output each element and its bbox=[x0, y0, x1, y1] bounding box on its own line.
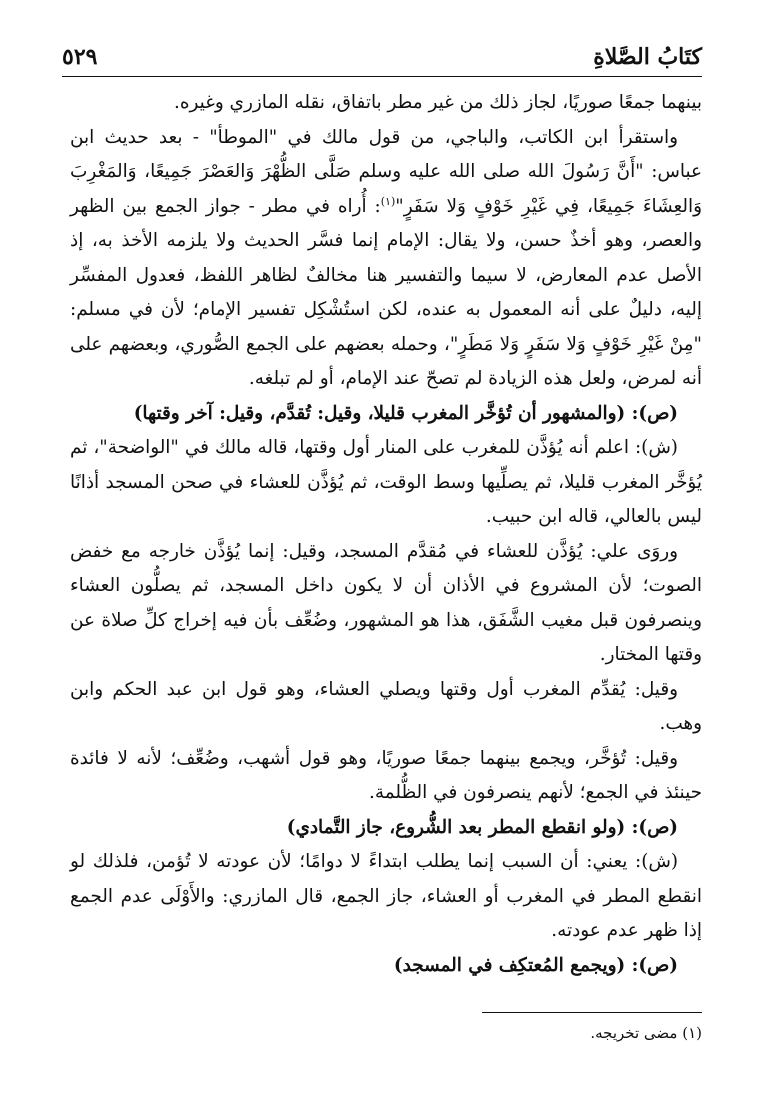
matn-quote: (ص): (والمشهور أن تُؤخَّر المغرب قليلا، وقيل: تُقدَّم، وقيل: آخر وقتها) bbox=[133, 402, 678, 424]
paragraph: (ش): يعني: أن السبب إنما يطلب ابتداءً لا دوامًا؛ لأن عودته لا تُؤمن، فلذلك لو انقطع المطر في المغرب أو العشاء، جاز الجمع، قال المازري: والأَوْلَى عدم الجمع إذا ظهر عدم عودته. bbox=[70, 851, 702, 941]
footnote-marker: (١) bbox=[380, 194, 396, 208]
paragraph: بينهما جمعًا صوريًا، لجاز ذلك من غير مطر باتفاق، نقله المازري وغيره. bbox=[174, 92, 702, 113]
paragraph: وروَى علي: يُؤذَّن للعشاء في مُقدَّم المسجد، وقيل: إنما يُؤذَّن خارجه مع خفض الصوت؛ لأن المشروع في الأذان أن لا يكون داخل المسجد، ثم يصلُّون العشاء وينصرفون قبل مغيب الشَّفَق، هذا هو المشهور، وضُعِّف بأن فيه إخراج كلِّ صلاة عن وقتها المختار. bbox=[70, 540, 702, 665]
running-title: كتَابُ الصَّلاةِ bbox=[593, 44, 702, 70]
matn-quote: (ص): (ويجمع المُعتكِف في المسجد) bbox=[393, 954, 678, 976]
matn-quote: (ص): (ولو انقطع المطر بعد الشُّروع، جاز التَّمادي) bbox=[286, 816, 678, 838]
paragraph bbox=[70, 121, 702, 397]
page-number: ٥٢٩ bbox=[62, 44, 98, 70]
footnote-divider bbox=[482, 1012, 702, 1013]
paragraph-text: : أُراه في مطر - جواز الجمع بين الظهر والعصر، وهو أخذٌ حسن، ولا يقال: الإمام إنما فسَّر الحديث ولا يلزمه الأخذ به، إذ الأصل عدم المعارض، لا سيما والتفسير هنا مخالفٌ لظاهر اللفظ، فعدول المفسِّر إليه، دليلٌ على أنه المعمول به عنده، لكن استُشْكِل تفسير الإمام؛ لأن في مسلم: "مِنْ غَيْرِ خَوْفٍ وَلا سَفَرٍ وَلا مَطَرٍ"، وحمله بعضهم على الجمع الصُّوري، وبعضهم على أنه لمرض، ولعل هذه الزيادة لم تصحّ عند الإمام، أو لم تبلغه. bbox=[70, 195, 702, 389]
paragraph: وقيل: تُؤخَّر، ويجمع بينهما جمعًا صوريًا، وهو قول أشهب، وضُعِّف؛ لأنه لا فائدة حينئذ في الجمع؛ لأنهم ينصرفون في الظُّلمة. bbox=[70, 747, 702, 803]
paragraph: (ش): اعلم أنه يُؤذَّن للمغرب على المنار أول وقتها، قاله مالك في "الواضحة"، ثم يُؤخَّر المغرب قليلا، ثم يصلِّيها وسط الوقت، ثم يُؤذَّن للعشاء في صحن المسجد أذانًا ليس بالعالي، قاله ابن حبيب. bbox=[70, 437, 702, 527]
page-body bbox=[70, 86, 702, 983]
paragraph: وقيل: يُقدِّم المغرب أول وقتها ويصلي العشاء، وهو قول ابن عبد الحكم وابن وهب. bbox=[70, 678, 702, 734]
paragraph-text: واستقرأ ابن الكاتب، والباجي، من قول مالك في "الموطأ" - بعد حديث ابن عباس: "أَنَّ رَسُولَ الله صلى الله عليه وسلم صَلَّى الظُّهْرَ وَالعَصْرَ جَمِيعًا، وَالمَغْرِبَ وَالعِشَاءَ جَمِيعًا، فِي غَيْرِ خَوْفٍ وَلا سَفَرٍ" bbox=[70, 126, 702, 217]
footnote: (١) مضى تخريجه. bbox=[590, 1024, 702, 1042]
page-header bbox=[62, 30, 702, 77]
